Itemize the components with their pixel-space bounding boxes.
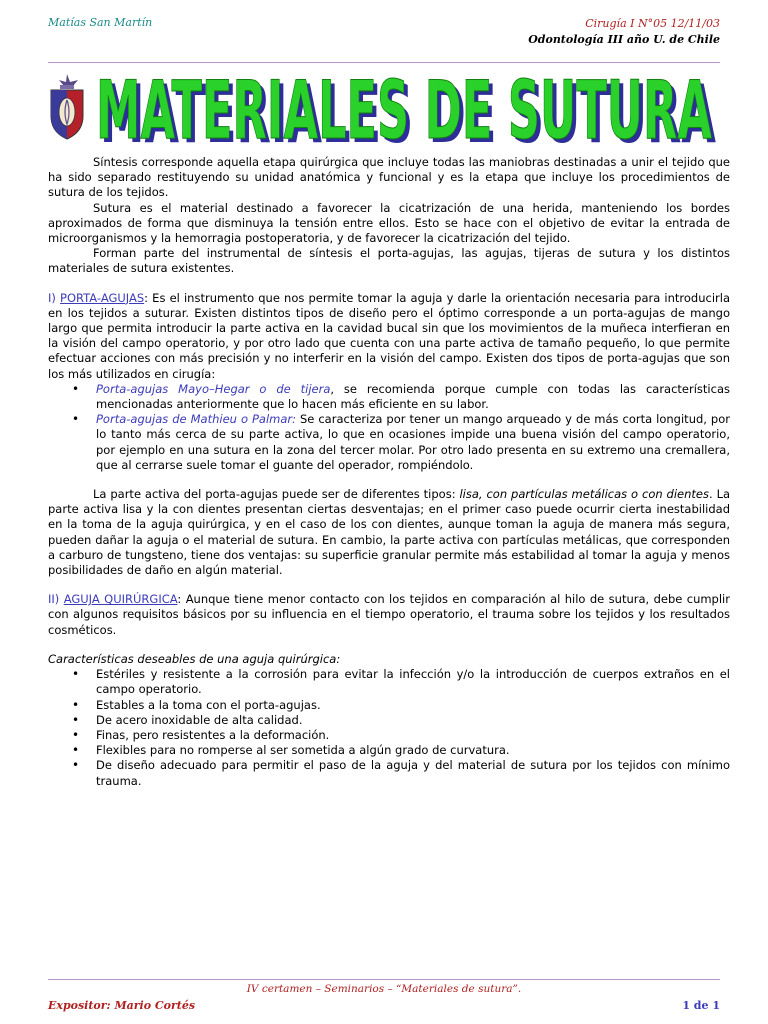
document-body: [48, 155, 730, 789]
bullet-term: Porta-agujas de Mathieu o Palmar:: [96, 412, 296, 427]
active-part-lead: La parte activa del porta-agujas puede ser de diferentes tipos:: [93, 487, 460, 502]
bullet-term: Porta-agujas Mayo–Hegar o de tijera: [96, 381, 331, 396]
needle-characteristics-heading: Características deseables de una aguja quirúrgica:: [48, 651, 341, 666]
svg-text:MATERIALES DE SUTURA: MATERIALES DE SUTURA: [100, 68, 717, 160]
document-title: [96, 60, 736, 160]
section-aguja-quirurgica: [48, 592, 730, 638]
intro-paragraph-3: Forman parte del instrumental de síntesis el porta-agujas, las agujas, tijeras de sutura y los distintos materiales de sutura existentes.: [48, 246, 730, 276]
header-author: Matías San Martín: [48, 16, 153, 29]
list-item: [96, 412, 730, 473]
university-crest-icon: [48, 72, 86, 142]
footer-rule: [48, 979, 720, 980]
intro-paragraph-2: Sutura es el material destinado a favorecer la cicatrización de una herida, manteniendo los bordes aproximados de forma que disminuya la tensión entre ellos. Esto se hace con el objetivo de evitar la entrada de microorganismos y la hemorragia postoperatoria, y de favorecer la cicatrización del tejido.: [48, 200, 730, 246]
header-program: Odontología III año U. de Chile: [528, 33, 720, 46]
active-part-paragraph: [48, 487, 730, 578]
needle-characteristics-list: [48, 667, 730, 789]
list-item: • Flexibles para no romperse al ser sometida a algún grado de curvatura.: [96, 743, 730, 758]
section-1-heading: PORTA-AGUJAS: [60, 290, 145, 305]
bullet-text: Se caracteriza por tener un mango arqueado y de más corta longitud, por lo tanto más cerca de su parte activa, lo que en ocasiones impide una buena visión del campo operatorio, por ejemplo en una sutura en la zona del tercer molar. Por otro lado presenta en su extremo una cremallera, que al cerrarse suele tomar el guante del operador, rompiéndolo.: [96, 412, 730, 472]
bullet-text: , se recomienda porque cumple con todas las características mencionadas anteriormente que lo hacen más eficiente en su labor.: [96, 381, 730, 412]
list-item: • De acero inoxidable de alta calidad.: [96, 713, 730, 728]
header-info: [528, 16, 720, 48]
list-item: [96, 382, 730, 412]
active-part-types: lisa, con partículas metálicas o con dientes: [459, 487, 709, 502]
section-2-heading: AGUJA QUIRÚRGICA: [63, 592, 178, 607]
section-1-number: I): [48, 290, 61, 305]
list-item: • Estables a la toma con el porta-agujas.: [96, 698, 730, 713]
footer-event: IV certamen – Seminarios – “Materiales de sutura”.: [246, 983, 522, 995]
document-title-text: MATERIALES DE SUTURA: [96, 64, 713, 157]
section-2-text: : Aunque tiene menor contacto con los tejidos en comparación al hilo de sutura, debe cumplir con algunos requisitos básicos por su influencia en el tiempo operatorio, el trauma sobre los tejidos y los resultados cosméticos.: [48, 592, 730, 637]
intro-paragraph-1: Síntesis corresponde aquella etapa quirúrgica que incluye todas las maniobras destinadas a unir el tejido que ha sido separado restituyendo su unidad anatómica y funcional y es la etapa que incluye los procedimientos de sutura de los tejidos.: [48, 155, 730, 200]
active-part-rest: . La parte activa lisa y la con dientes presentan ciertas desventajas; en el primer caso puede ocurrir cierta inestabilidad en la toma de la aguja quirúrgica, y en el caso de los con dientes, aunque toman la aguja de manera más segura, pueden dañar la aguja o el material de sutura. En cambio, la parte activa con partículas metálicas, que corresponden a carburo de tungsteno, tiene dos ventajas: su superficie granular permite más estabilidad al tomar la aguja y menos posibilidades de daño en algún material.: [48, 487, 731, 578]
footer-presenter: Expositor: Mario Cortés: [48, 999, 196, 1012]
list-item: • Estériles y resistente a la corrosión para evitar la infección y/o la introducción de cuerpos extraños en el campo operatorio.: [96, 667, 730, 697]
porta-agujas-types-list: [48, 382, 730, 473]
page-number: 1 de 1: [682, 999, 720, 1012]
list-item: • De diseño adecuado para permitir el paso de la aguja y del material de sutura por los tejidos con mínimo trauma.: [96, 758, 730, 788]
header-course: Cirugía I N°05 12/11/03: [585, 17, 720, 30]
section-2-number: II): [48, 592, 64, 607]
list-item: • Finas, pero resistentes a la deformación.: [96, 728, 730, 743]
section-porta-agujas: [48, 291, 730, 382]
section-1-text: : Es el instrumento que nos permite tomar la aguja y darle la orientación necesaria para introducirla en los tejidos a suturar. Existen distintos tipos de diseño pero el óptimo corresponde a un porta-agujas de mango largo que permita introducir la parte activa en la cavidad bucal sin que los movimientos de la muñeca interfieran en la visión del campo operatorio, y por otro lado que cuenta con una parte activa de tamaño pequeño, lo que permite efectuar acciones con más precisión y no interferir en la visión del campo. Existen dos tipos de porta-agujas que son los más utilizados en cirugía:: [48, 290, 730, 381]
